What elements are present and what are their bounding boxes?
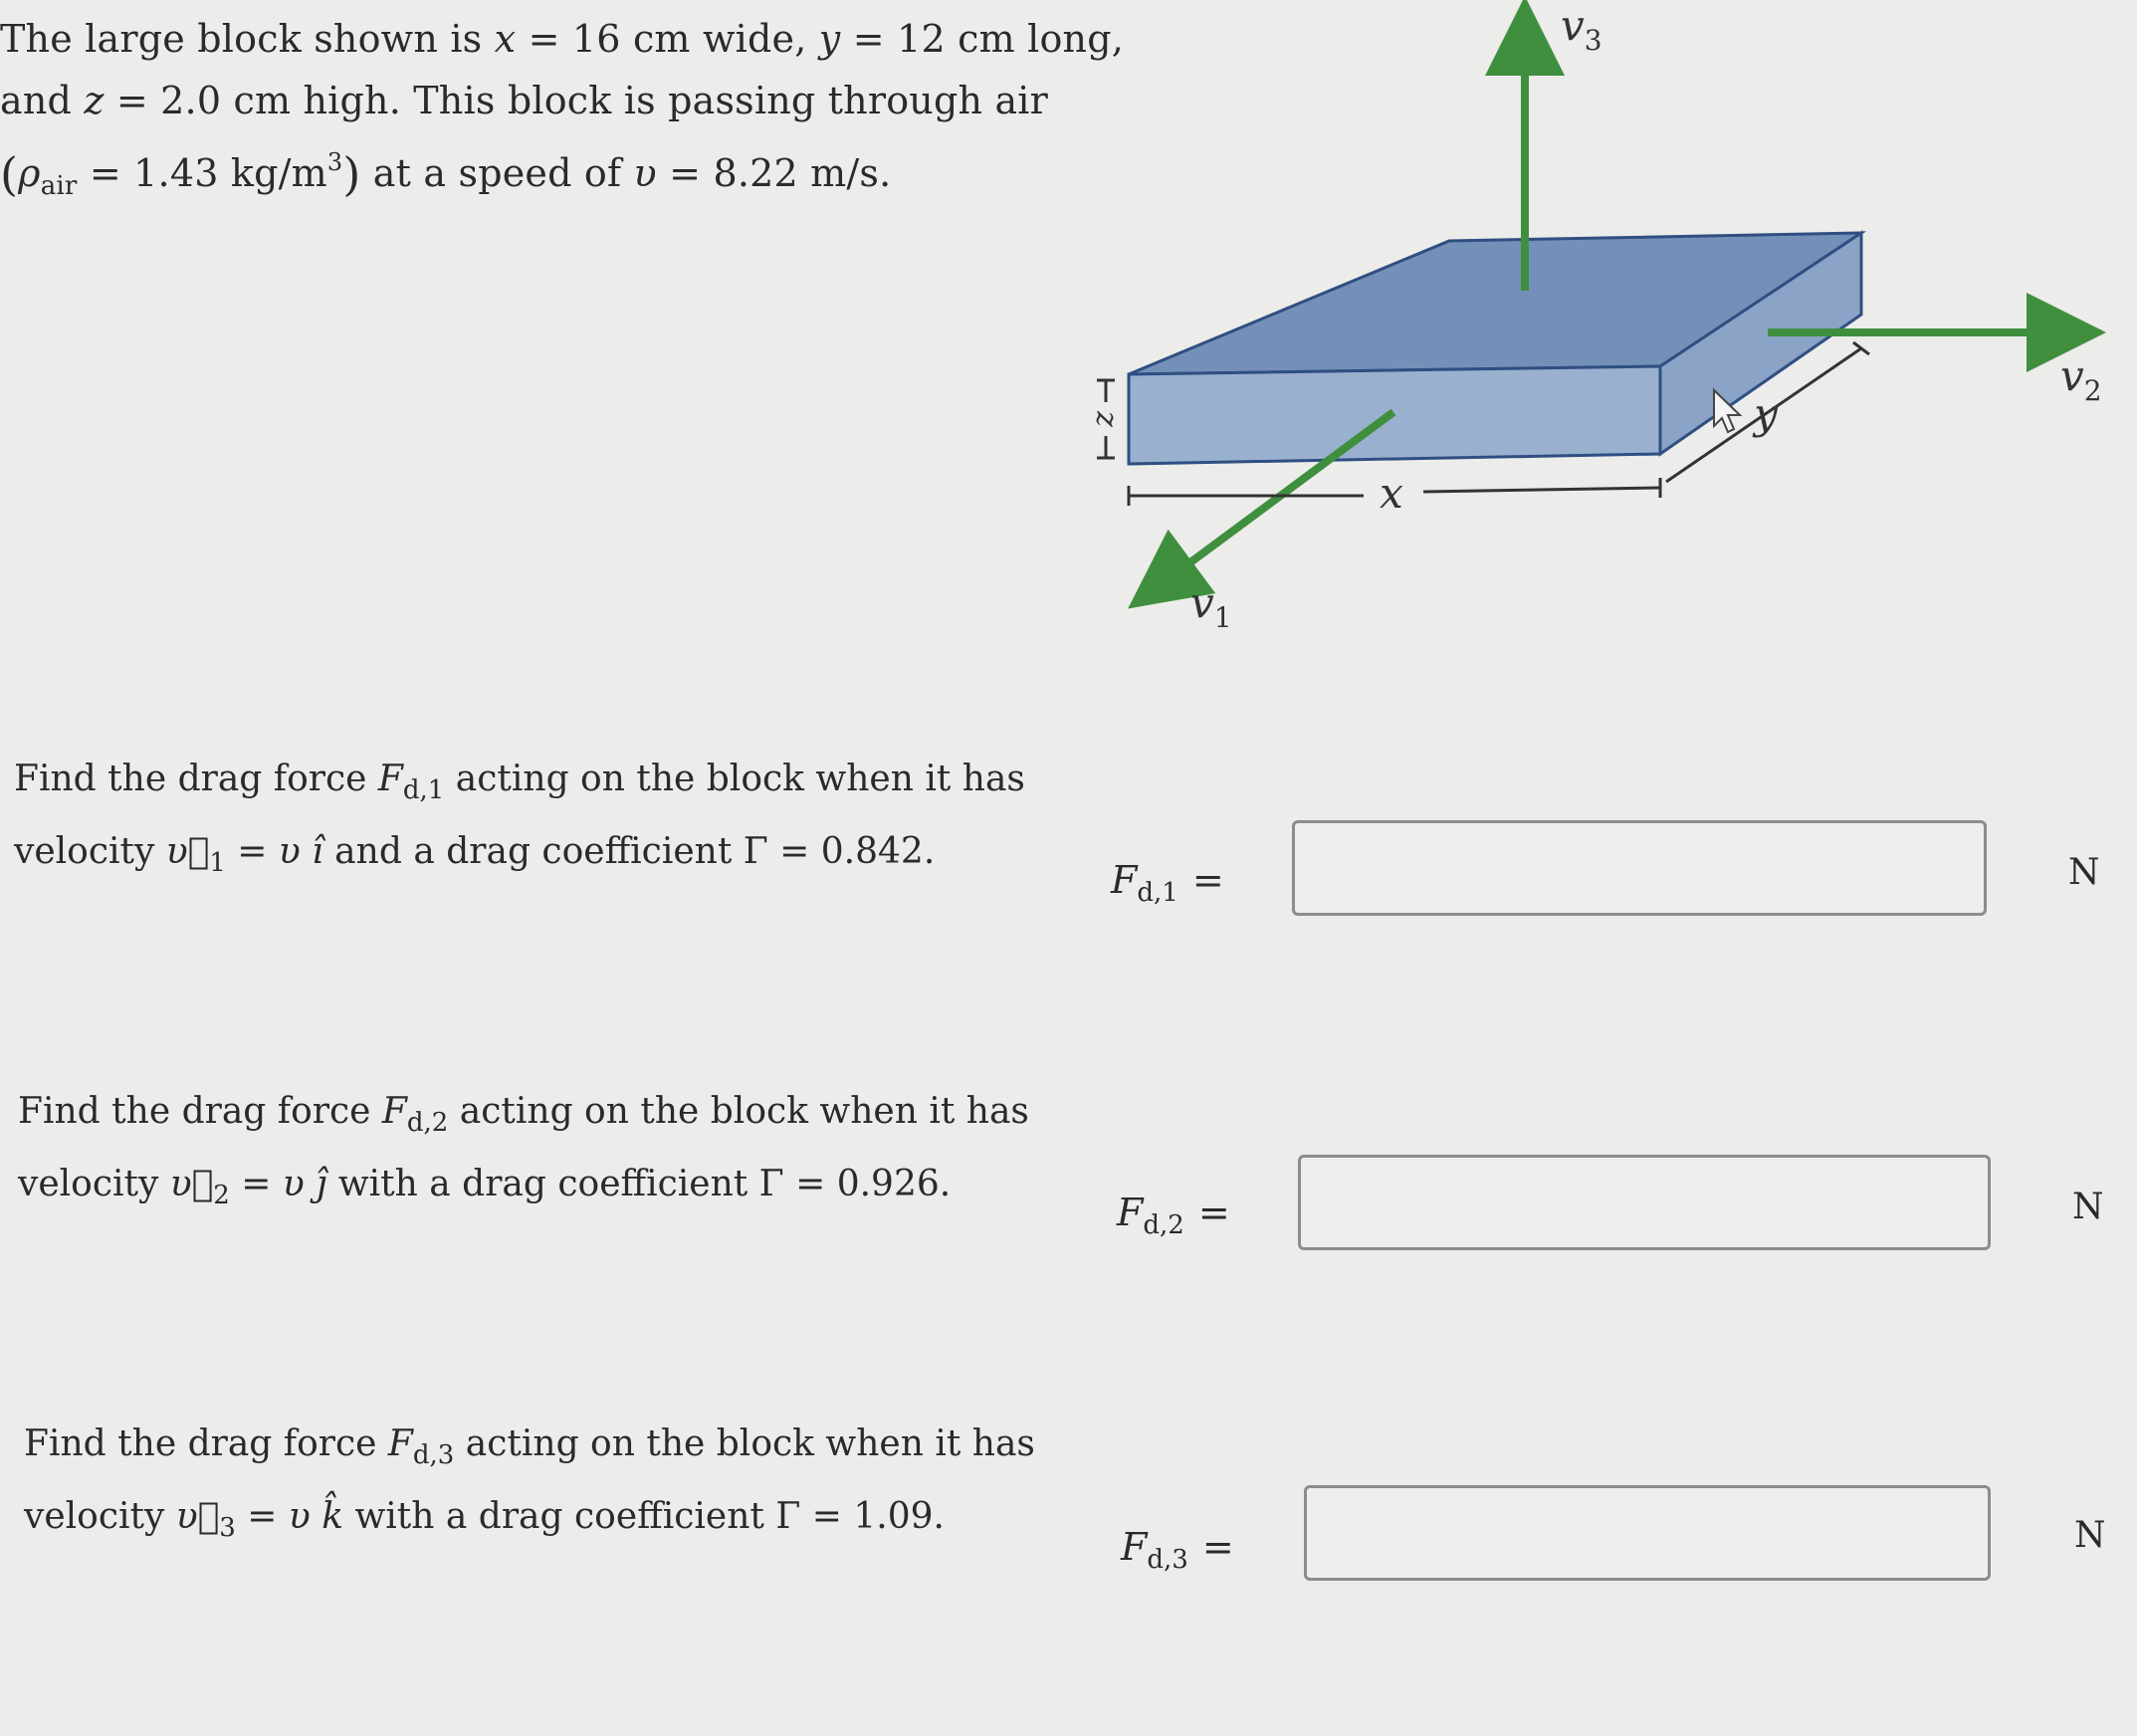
text: Find the drag force: [24, 1423, 388, 1464]
velocity-subscript: 2: [213, 1181, 230, 1210]
problem-statement: [0, 8, 1125, 217]
problem-line-2: [0, 70, 1049, 131]
speed-symbol: υ: [278, 831, 301, 872]
unit-vector: ĵ: [304, 1164, 327, 1204]
equals-sign: =: [1191, 858, 1224, 902]
text: =: [225, 831, 279, 872]
text: acting on the block when it has: [444, 759, 1025, 799]
question-1-line-1: [14, 749, 1025, 821]
text: = 12 cm long,: [840, 17, 1125, 61]
y-label: y: [1754, 389, 1778, 438]
text: =: [235, 1496, 289, 1537]
equals-sign: =: [1201, 1525, 1234, 1569]
answer-2-input[interactable]: [1298, 1155, 1991, 1250]
question-2-line-1: [18, 1081, 1029, 1154]
velocity-vector-symbol: υ⃗: [165, 831, 210, 872]
answer-1-input[interactable]: [1292, 820, 1987, 916]
close-paren: ): [342, 147, 361, 201]
question-1: [14, 749, 1025, 894]
answer-2-unit: N: [2072, 1187, 2104, 1227]
text: and: [0, 79, 85, 122]
text: with a drag coefficient Γ = 1.09.: [343, 1496, 945, 1537]
unit-vector: î: [300, 831, 323, 872]
z-symbol: z: [84, 79, 105, 122]
text: Find the drag force: [18, 1091, 382, 1132]
text: with a drag coefficient Γ = 0.926.: [326, 1164, 952, 1204]
speed-symbol: υ: [633, 151, 657, 195]
text: at a speed of: [360, 151, 634, 195]
force-symbol: F: [1117, 1191, 1144, 1234]
force-subscript: d,3: [412, 1440, 455, 1470]
velocity-vector-symbol: υ⃗: [169, 1164, 214, 1204]
equals-sign: =: [1197, 1191, 1230, 1234]
text: = 2.0 cm high. This block is passing through air: [104, 79, 1049, 122]
text: velocity: [18, 1164, 170, 1204]
rho-subscript: air: [40, 171, 78, 201]
x-dimension-line-right: [1423, 488, 1660, 492]
force-subscript: d,1: [1137, 878, 1178, 908]
problem-line-3: [0, 131, 1015, 217]
force-subscript: d,2: [406, 1108, 449, 1138]
answer-3-unit: N: [2074, 1515, 2106, 1556]
text: = 16 cm wide,: [516, 17, 819, 61]
cubed-superscript: 3: [326, 148, 343, 176]
question-3: [24, 1413, 1035, 1559]
unit-vector: k̂: [310, 1496, 344, 1537]
question-3-line-2: [24, 1486, 1019, 1559]
force-subscript: d,2: [1143, 1210, 1184, 1240]
velocity-subscript: 1: [209, 848, 226, 878]
z-label: z: [1089, 411, 1124, 427]
velocity-subscript: 3: [219, 1513, 236, 1543]
x-label: x: [1380, 469, 1403, 518]
rho-symbol: ρ: [18, 151, 41, 195]
v2-label: $v_2$: [2060, 351, 2102, 407]
force-symbol: F: [381, 1091, 407, 1132]
question-1-line-2: [14, 821, 1009, 894]
force-symbol: F: [387, 1423, 413, 1464]
text: = 1.43 kg/m: [77, 151, 327, 195]
text: Find the drag force: [14, 759, 378, 799]
block-diagram: [1075, 0, 2137, 657]
question-2: [18, 1081, 1029, 1226]
velocity-vector-symbol: υ⃗: [175, 1496, 220, 1537]
answer-2-label: [1117, 1191, 1230, 1240]
answer-1-label: [1111, 858, 1224, 908]
speed-symbol: υ: [288, 1496, 311, 1537]
text: acting on the block when it has: [454, 1423, 1035, 1464]
text: velocity: [14, 831, 166, 872]
problem-line-1: [0, 8, 1125, 70]
force-subscript: d,1: [402, 775, 445, 805]
answer-3-label: [1121, 1525, 1234, 1575]
force-symbol: F: [1121, 1525, 1148, 1569]
v3-label: $v_3$: [1561, 1, 1603, 57]
text: velocity: [24, 1496, 176, 1537]
text: The large block shown is: [0, 17, 495, 61]
text: acting on the block when it has: [448, 1091, 1029, 1132]
force-subscript: d,3: [1147, 1545, 1188, 1575]
question-2-line-2: [18, 1154, 1013, 1226]
text: and a drag coefficient Γ = 0.842.: [322, 831, 936, 872]
text: = 8.22 m/s.: [656, 151, 892, 195]
open-paren: (: [0, 147, 19, 201]
x-symbol: x: [494, 17, 517, 61]
question-3-line-1: [24, 1413, 1035, 1486]
force-symbol: F: [1111, 858, 1138, 902]
answer-1-unit: N: [2068, 852, 2100, 893]
speed-symbol: υ: [282, 1164, 305, 1204]
answer-3-input[interactable]: [1304, 1485, 1991, 1581]
y-symbol: y: [818, 17, 841, 61]
force-symbol: F: [377, 759, 403, 799]
v1-label: $v_1$: [1190, 578, 1232, 634]
text: =: [229, 1164, 283, 1204]
